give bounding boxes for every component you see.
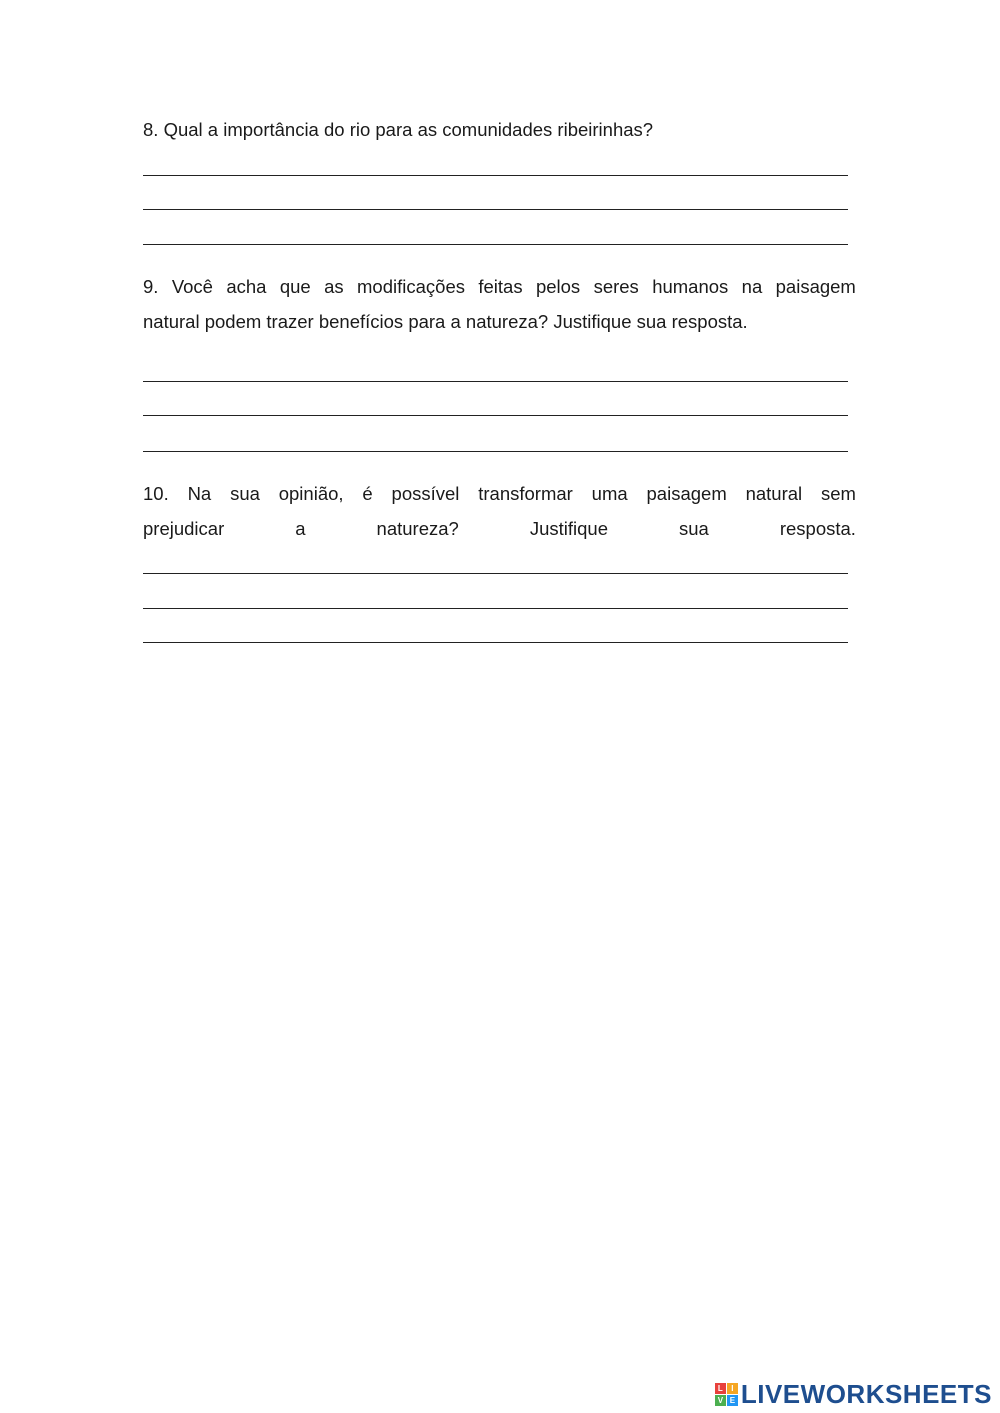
- word: Você: [171, 276, 213, 297]
- logo-tile: L: [715, 1383, 726, 1394]
- question-8-text: 8. Qual a importância do rio para as comunidades ribeirinhas?: [143, 119, 654, 140]
- word: transformar: [478, 483, 573, 504]
- answer-line[interactable]: [143, 244, 848, 245]
- word: paisagem: [646, 483, 727, 504]
- logo-tile: E: [727, 1395, 738, 1406]
- word: natural: [745, 483, 803, 504]
- answer-line[interactable]: [143, 608, 848, 609]
- question-9-line-2: natural podem trazer benefícios para a natureza? Justifique sua resposta.: [143, 311, 748, 332]
- logo-tile: I: [727, 1383, 738, 1394]
- liveworksheets-logo-icon: [715, 1383, 738, 1406]
- word: paisagem: [775, 276, 856, 297]
- word: Justifique: [529, 518, 608, 539]
- word: na: [741, 276, 763, 297]
- word: modificações: [357, 276, 465, 297]
- logo-tile: V: [715, 1395, 726, 1406]
- answer-line[interactable]: [143, 451, 848, 452]
- word: seres: [593, 276, 639, 297]
- word: acha: [226, 276, 267, 297]
- answer-line[interactable]: [143, 381, 848, 382]
- word: resposta.: [779, 518, 856, 539]
- word: Na: [187, 483, 212, 504]
- answer-line[interactable]: [143, 175, 848, 176]
- word: a: [295, 518, 306, 539]
- word: possível: [391, 483, 460, 504]
- word: feitas: [478, 276, 523, 297]
- word: é: [362, 483, 373, 504]
- word: pelos: [535, 276, 581, 297]
- answer-line[interactable]: [143, 573, 848, 574]
- word: prejudicar: [143, 518, 225, 539]
- question-9-line-1: [143, 276, 856, 298]
- word: 10.: [143, 483, 169, 504]
- answer-line[interactable]: [143, 209, 848, 210]
- watermark-text: LIVEWORKSHEETS: [740, 1378, 992, 1409]
- word: as: [324, 276, 344, 297]
- answer-line[interactable]: [143, 415, 848, 416]
- word: natureza?: [376, 518, 459, 539]
- word: sua: [679, 518, 709, 539]
- word: sua: [230, 483, 260, 504]
- question-10-line-1: [143, 483, 856, 505]
- word: que: [279, 276, 311, 297]
- liveworksheets-watermark: [715, 1377, 992, 1411]
- word: 9.: [143, 276, 159, 297]
- word: uma: [591, 483, 628, 504]
- word: humanos: [652, 276, 729, 297]
- answer-line[interactable]: [143, 642, 848, 643]
- word: sem: [821, 483, 856, 504]
- question-10-line-2: [143, 518, 856, 540]
- word: opinião,: [278, 483, 344, 504]
